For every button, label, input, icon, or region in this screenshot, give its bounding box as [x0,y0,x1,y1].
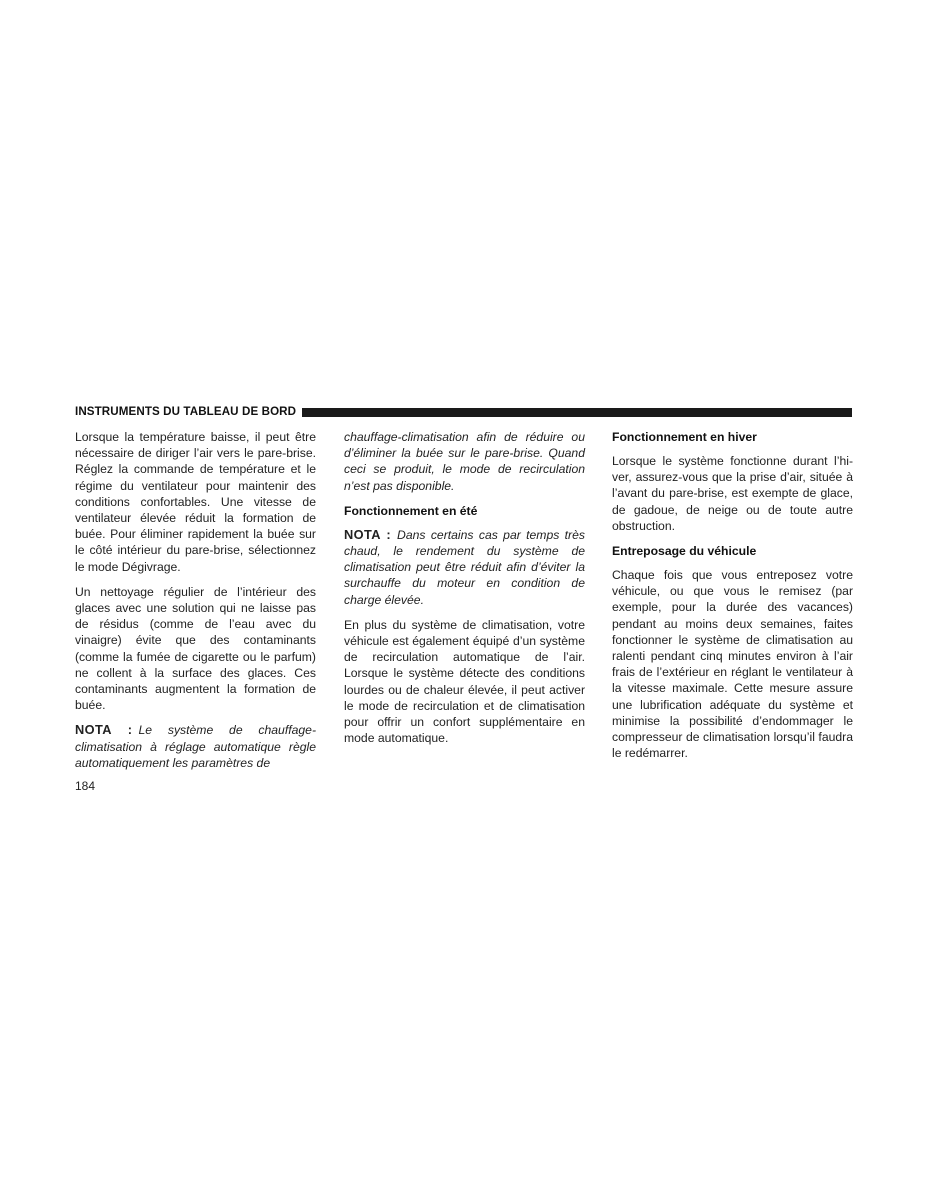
note-label: NOTA : [344,526,392,542]
header-rule [302,408,852,417]
paragraph-winter: Lorsque le système fonctionne durant l’hiver, assurez-vous que la prise d’air, située à l’avant du pare-brise, est exempte de glace, de gadoue, de neige ou de toute autre obstruction. [612,454,853,533]
column-left [75,429,316,780]
section-header [75,405,852,419]
note-auto-climate [75,722,316,771]
column-right [612,429,853,770]
section-title: INSTRUMENTS DU TABLEAU DE BORD [75,405,297,418]
heading-winter: Fonctionnement en hiver [612,430,757,444]
note-label: NOTA : [75,722,133,738]
column-middle [344,429,585,755]
paragraph-temperature: Lorsque la température baisse, il peut être nécessaire de diriger l’air vers le pare-brise. Réglez la commande de température et le régime du ventilateur pour maintenir des conditions confortables. Une vitesse de ventilateur élevée réduit la formation de buée. Pour éliminer rapidement la buée sur le côté intérieur du pare-brise, sélectionnez le mode Dégivrage. [75,430,316,574]
note-text: Le système de chauffage-climatisation à réglage automatique règle automatiquement les paramètres de [75,723,317,770]
note-continuation: chauffage-climatisation afin de réduire ou d’éliminer la buée sur le pare-brise. Quand ceci se produit, le mode de recirculation n’est pas disponible. [344,430,585,493]
page-number: 184 [75,779,96,793]
note-summer [344,527,585,608]
paragraph-storage: Chaque fois que vous entreposez votre véhicule, ou que vous le remisez (par exemple, pour la durée des vacances) pendant au moins deux semaines, faites fonctionner le système de climatisation au ralenti pendant cinq minutes environ à l’air frais de l’extérieur en réglant le ventilateur à la vitesse maximale. Cette mesure assure une lubrification adéquate du système et minimise la possibilité d’endommager le compresseur de climatisation lorsqu’il faudra le redémarrer. [612,568,853,761]
heading-storage: Entreposage du véhicule [612,544,757,559]
paragraph-recirculation: En plus du système de climatisation, votre véhicule est également équipé d’un système de recirculation automatique de l’air. Lorsque le système détecte des conditions lourdes ou de chaleur élevée, il peut activer le mode de recirculation et de climatisation pour offrir un confort supplémentaire en mode automatique. [344,617,585,746]
paragraph-cleaning: Un nettoyage régulier de l’intérieur des glaces avec une solution qui ne laisse pas de résidus (comme de l’eau avec du vinaigre) évite que des contaminants (comme la fumée de cigarette ou le parfum) ne collent à la surface des glaces. Ces contaminants augmentent la formation de buée. [75,584,316,713]
note-text: Dans certains cas par temps très chaud, le rendement du système de climatisation peut être réduit afin d’éviter la surchauffe du moteur en condition de charge élevée. [344,527,585,607]
heading-summer: Fonctionnement en été [344,503,478,518]
